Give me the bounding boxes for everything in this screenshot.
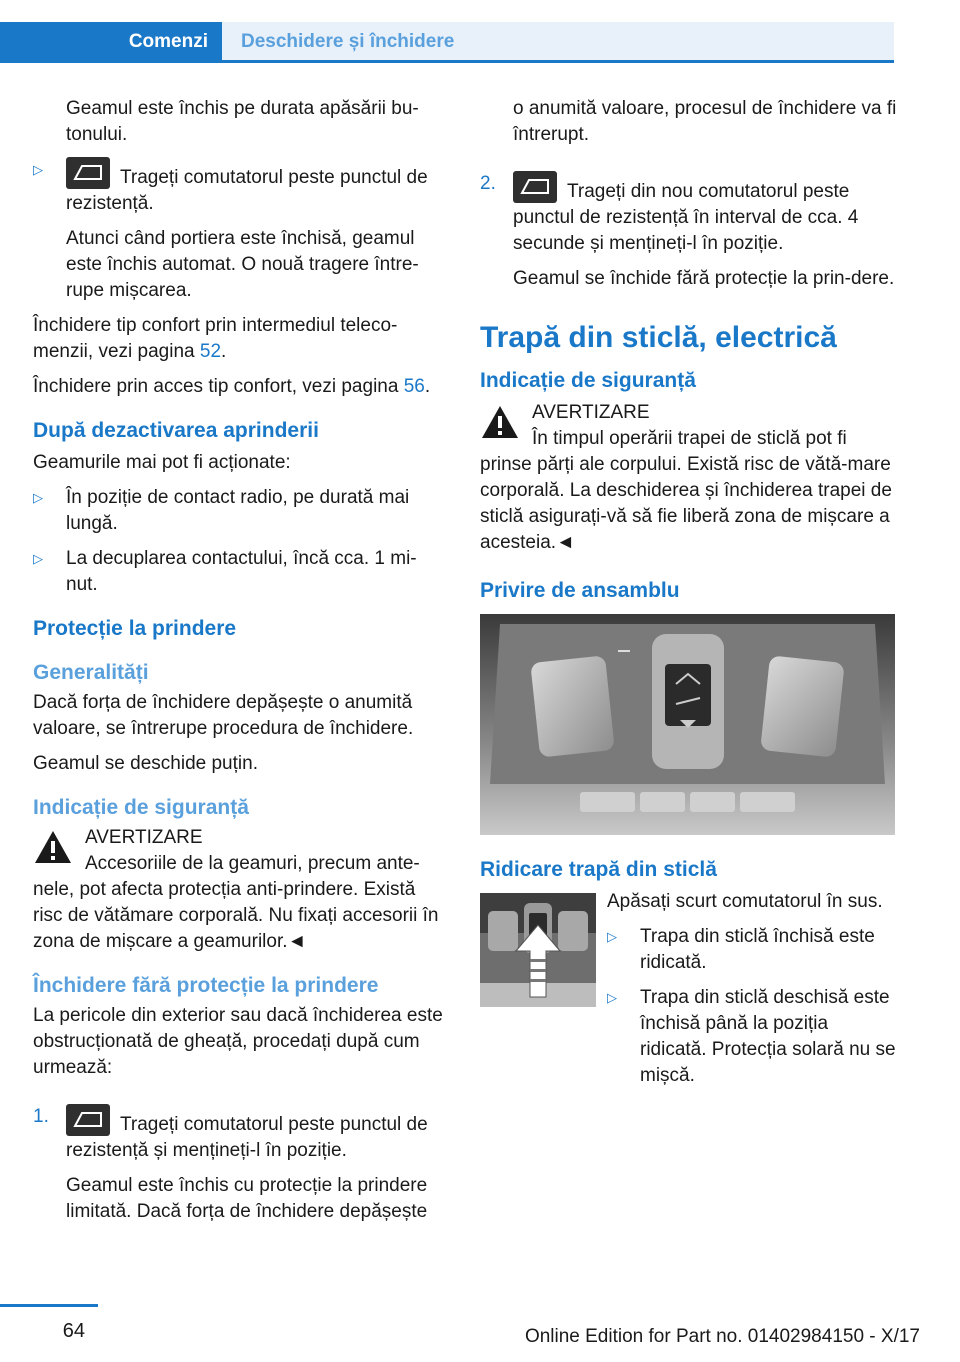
warning-triangle-icon xyxy=(480,400,528,452)
bullet-item: ▷ Trapa din sticlă deschisă este închisă până la poziția ridicată. Protecția solară nu se mișcă. xyxy=(607,985,898,1089)
window-switch-icon xyxy=(66,157,110,189)
section-heading: Ridicare trapă din sticlă xyxy=(480,858,717,881)
section-heading: După dezactivarea aprinderii xyxy=(33,419,319,442)
window-switch-icon xyxy=(66,1104,110,1136)
warning-triangle-icon xyxy=(33,825,81,877)
edition-text: Online Edition for Part no. 01402984150 - X/17 xyxy=(524,1326,920,1347)
step-number: 2. xyxy=(480,173,496,194)
step-number: 1. xyxy=(33,1106,49,1127)
warning-text: prinse părți ale corpului. Există risc de vătă‐mare corporală. La deschiderea și închiderea trapei de sticlă asigurați-vă să fie liberă zona de mișcare a acesteia.◄ xyxy=(480,454,892,553)
footer-divider xyxy=(0,1304,98,1307)
paragraph: Închidere tip confort prin intermediul teleco‐menzii, vezi pagina 52. xyxy=(33,315,398,362)
tab-deschidere[interactable]: Deschidere și închidere xyxy=(222,22,894,62)
paragraph: Geamul este închis cu protecție la prindere limitată. Dacă forța de închidere depășește xyxy=(66,1175,428,1222)
right-column xyxy=(480,96,898,1098)
paragraph: Geamurile mai pot fi acționate: xyxy=(33,452,291,473)
subsection-heading: Închidere fără protecție la prindere xyxy=(33,974,379,997)
section-heading: Protecție la prindere xyxy=(33,617,237,640)
raise-sunroof-block xyxy=(480,889,898,1098)
warning-title: AVERTIZARE xyxy=(532,402,650,423)
numbered-item: 1. Trageți comutatorul peste punctul de rezistență și mențineți-l în poziție. xyxy=(33,1104,448,1164)
paragraph: Dacă forța de închidere depășește o anumită valoare, se întrerupe procedura de închidere. xyxy=(33,692,414,739)
page-number: 64 xyxy=(62,1320,85,1342)
paragraph: Apăsați scurt comutatorul în sus. xyxy=(607,891,883,912)
bullet-item: ▷ Trageți comutatorul peste punctul de rezistență. xyxy=(33,157,448,217)
warning-text: Accesoriile de la geamuri, precum ante‐ xyxy=(85,853,420,874)
section-heading: Indicație de siguranță xyxy=(480,369,696,392)
bullet-marker-icon: ▷ xyxy=(607,929,617,944)
page-link[interactable]: 52 xyxy=(199,341,222,362)
bullet-item: ▷ În poziție de contact radio, pe durată mai lungă. xyxy=(33,485,448,537)
tab-comenzi[interactable]: Comenzi xyxy=(0,22,222,62)
paragraph: La pericole din exterior sau dacă închiderea este obstrucționată de gheață, procedați după cum urmează: xyxy=(33,1005,443,1078)
paragraph: Atunci când portiera este închisă, geamul este închis automat. O nouă tragere între‐rupe mișcarea. xyxy=(66,228,419,301)
warning-text: nele, pot afecta protecția anti-prindere. Există risc de vătămare corporală. Nu fixați accesorii în zona de mișcare a geamurilor.◄ xyxy=(33,879,439,952)
paragraph: Geamul se deschide puțin. xyxy=(33,753,258,774)
page-header xyxy=(0,0,960,62)
header-divider xyxy=(0,60,894,63)
bullet-item: ▷ La decuplarea contactului, încă cca. 1 mi‐nut. xyxy=(33,546,448,598)
bullet-marker-icon: ▷ xyxy=(607,990,617,1005)
bullet-marker-icon: ▷ xyxy=(33,551,43,566)
bullet-marker-icon: ▷ xyxy=(33,162,43,177)
paragraph: Închidere prin acces tip confort, vezi pagina 56. xyxy=(33,376,431,397)
warning-block xyxy=(480,400,898,452)
paragraph: o anumită valoare, procesul de închidere va fi întrerupt. xyxy=(513,98,897,145)
section-heading: Privire de ansamblu xyxy=(480,579,680,602)
warning-text: În timpul operării trapei de sticlă pot fi xyxy=(532,428,847,449)
left-column xyxy=(33,96,448,1234)
bullet-item: ▷ Trapa din sticlă închisă este ridicată. xyxy=(607,924,898,976)
page-link[interactable]: 56 xyxy=(403,376,425,397)
bullet-marker-icon: ▷ xyxy=(33,490,43,505)
switch-push-photo xyxy=(480,893,596,1007)
subsection-heading: Generalități xyxy=(33,661,149,684)
overhead-console-photo xyxy=(480,614,895,835)
chapter-heading: Trapă din sticlă, electrică xyxy=(480,321,837,354)
window-switch-icon xyxy=(513,171,557,203)
subsection-heading: Indicație de siguranță xyxy=(33,796,249,819)
paragraph: Geamul se închide fără protecție la prin‐dere. xyxy=(513,268,895,289)
warning-block xyxy=(33,825,448,877)
numbered-item: 2. Trageți din nou comutatorul peste punctul de rezistență în interval de cca. 4 secunde și mențineți-l în poziție. xyxy=(480,171,898,257)
paragraph: Geamul este închis pe durata apăsării bu‐tonului. xyxy=(66,98,419,145)
warning-title: AVERTIZARE xyxy=(85,827,203,848)
